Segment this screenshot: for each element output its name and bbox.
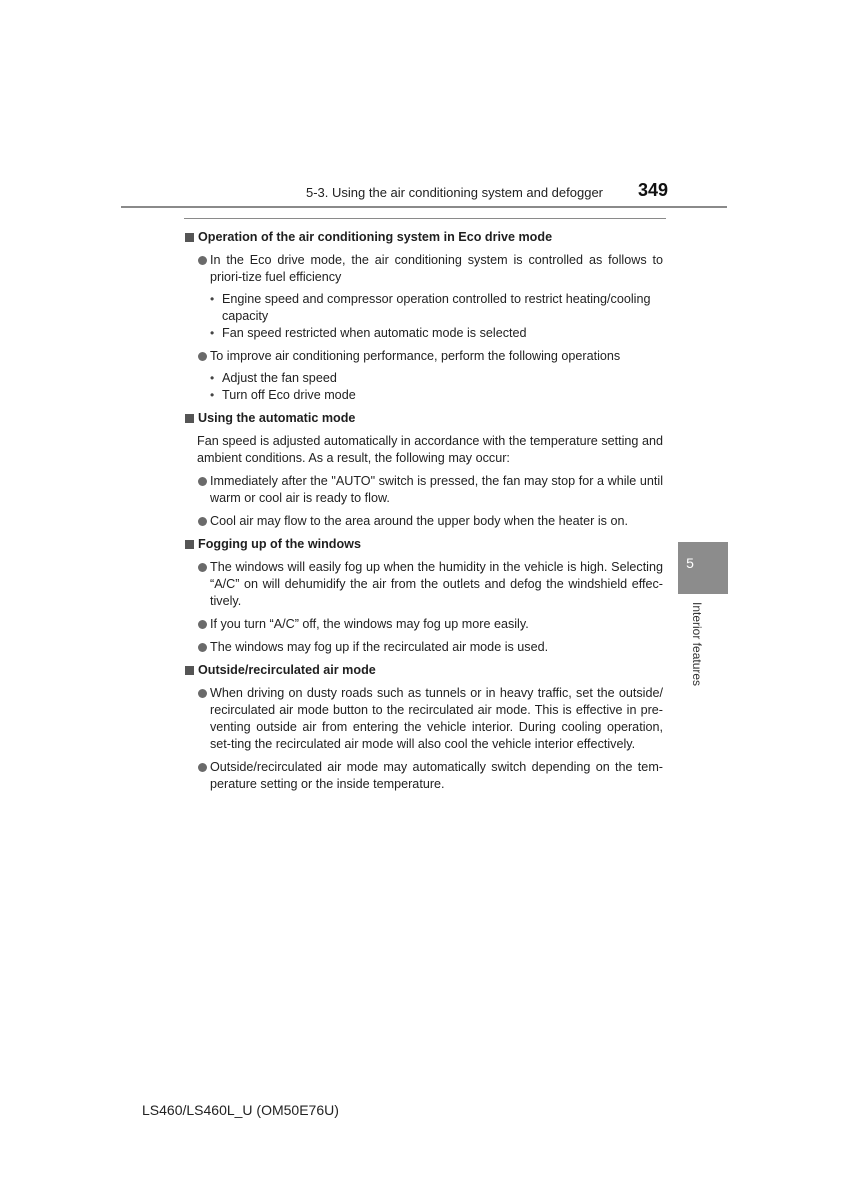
list-item [185, 348, 663, 365]
footer-model: LS460/LS460L_U (OM50E76U) [142, 1102, 339, 1118]
section-heading-text: Using the automatic mode [198, 411, 356, 425]
page-content [185, 229, 663, 799]
sub-list-item [185, 387, 663, 404]
section-heading-text: Operation of the air conditioning system in Eco drive mode [198, 230, 553, 244]
list-item [185, 685, 663, 753]
section-title: 5-3. Using the air conditioning system and defogger [306, 185, 604, 200]
sub-list [185, 291, 663, 342]
list-item-text: If you turn “A/C” off, the windows may fog up more easily. [210, 617, 529, 631]
list-item [185, 473, 663, 507]
section-air-mode [185, 662, 663, 793]
chapter-label: Interior features [690, 602, 704, 687]
paragraph: Fan speed is adjusted automatically in accordance with the temperature setting and ambient conditions. As a result, the following may occur: [197, 434, 663, 465]
round-bullet-icon [198, 643, 207, 652]
list-item [185, 252, 663, 286]
content-rule [184, 218, 666, 219]
round-bullet-icon [198, 352, 207, 361]
middle-dot-icon: • [210, 371, 215, 385]
list-item-text: The windows may fog up if the recirculated air mode is used. [210, 640, 549, 654]
list-item [185, 616, 663, 633]
round-bullet-icon [198, 563, 207, 572]
square-bullet-icon [185, 414, 194, 423]
sub-list-item-text: Fan speed restricted when automatic mode is selected [222, 326, 527, 340]
chapter-tab [678, 542, 728, 594]
middle-dot-icon: • [210, 292, 215, 306]
list-item [185, 639, 663, 656]
section-eco-drive [185, 229, 663, 404]
page-number: 349 [638, 180, 669, 200]
round-bullet-icon [198, 517, 207, 526]
section-heading [185, 536, 663, 553]
chapter-number: 5 [686, 555, 694, 571]
list-item [185, 559, 663, 610]
round-bullet-icon [198, 477, 207, 486]
list-item-text: Cool air may flow to the area around the upper body when the heater is on. [210, 514, 628, 528]
middle-dot-icon: • [210, 326, 215, 340]
list-item-text: Outside/recirculated air mode may automatically switch depending on the tem-perature setting or the inside temperature. [210, 760, 663, 791]
sub-list-item-text: Engine speed and compressor operation controlled to restrict heating/cooling capacity [222, 292, 651, 323]
middle-dot-icon: • [210, 388, 215, 402]
sub-list [185, 370, 663, 404]
list-item-text: To improve air conditioning performance, perform the following operations [210, 349, 621, 363]
round-bullet-icon [198, 689, 207, 698]
list-item-text: When driving on dusty roads such as tunnels or in heavy traffic, set the outside/ recirculated air mode button to the recirculated air mode. This is effective in pre-venting outside air from entering the vehicle interior. During cooling operation, set-ting the recirculated air mode will also cool the vehicle interior effectively. [210, 686, 663, 751]
round-bullet-icon [198, 620, 207, 629]
section-heading-text: Outside/recirculated air mode [198, 663, 376, 677]
sub-list-item [185, 325, 663, 342]
list-item-text: In the Eco drive mode, the air conditioning system is controlled as follows to priori-tize fuel efficiency [210, 253, 663, 284]
list-item-text: Immediately after the "AUTO" switch is pressed, the fan may stop for a while until warm or cool air is ready to flow. [210, 474, 663, 505]
square-bullet-icon [185, 540, 194, 549]
list-item [185, 513, 663, 530]
sub-list-item [185, 370, 663, 387]
sub-list-item-text: Turn off Eco drive mode [222, 388, 356, 402]
square-bullet-icon [185, 666, 194, 675]
section-heading [185, 410, 663, 427]
section-automatic-mode [185, 410, 663, 530]
section-window-fogging [185, 536, 663, 656]
round-bullet-icon [198, 763, 207, 772]
square-bullet-icon [185, 233, 194, 242]
list-item-text: The windows will easily fog up when the humidity in the vehicle is high. Selecting “A/C” on will dehumidify the air from the outlets and defog the windshield effec-tively. [210, 560, 663, 608]
sub-list-item-text: Adjust the fan speed [222, 371, 337, 385]
header-rule [121, 206, 727, 208]
list-item [185, 759, 663, 793]
round-bullet-icon [198, 256, 207, 265]
sub-list-item [185, 291, 663, 325]
section-heading [185, 662, 663, 679]
section-heading-text: Fogging up of the windows [198, 537, 361, 551]
section-heading [185, 229, 663, 246]
